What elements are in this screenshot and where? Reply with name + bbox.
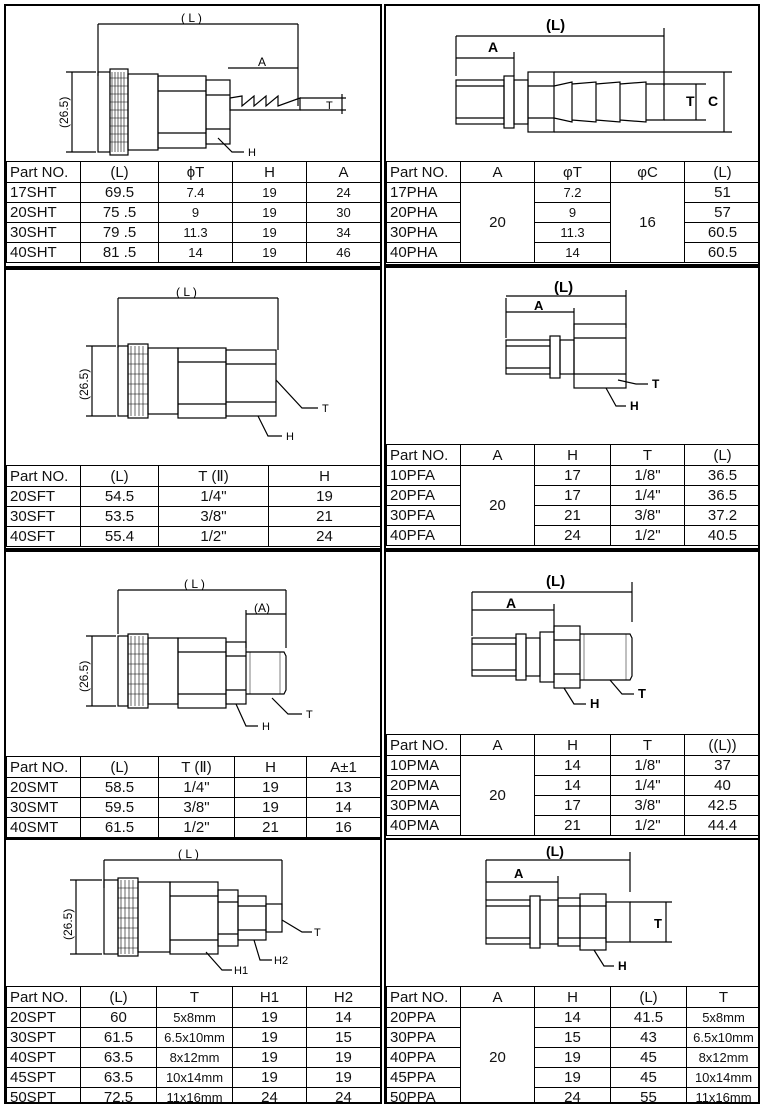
header-cell: T: [687, 987, 761, 1008]
header-cell: H: [535, 445, 611, 466]
spt-dim-l: ( L ): [178, 847, 199, 861]
part-number: 10PMA: [387, 756, 461, 776]
table-cell: 19: [307, 1048, 381, 1068]
header-cell: A: [461, 987, 535, 1008]
pfa-spec-table: [386, 444, 760, 546]
table-row: [387, 466, 761, 486]
table-cell: 17: [535, 486, 611, 506]
table-row: [7, 1048, 381, 1068]
table-cell: 61.5: [81, 818, 159, 838]
table-cell: 69.5: [81, 183, 159, 203]
merged-a-cell: 20: [461, 183, 535, 263]
table-cell: 58.5: [81, 778, 159, 798]
table-cell: 21: [269, 507, 381, 527]
table-row: [7, 818, 381, 838]
table-cell: 40.5: [685, 526, 761, 546]
table-cell: 14: [307, 798, 381, 818]
table-row: [7, 798, 381, 818]
part-number: 40PFA: [387, 526, 461, 546]
table-row: [7, 487, 381, 507]
header-cell: Part NO.: [7, 162, 81, 183]
header-cell: T (Ⅱ): [159, 466, 269, 487]
table-cell: 11x16mm: [687, 1088, 761, 1105]
table-cell: 19: [233, 1048, 307, 1068]
part-number: 30SPT: [7, 1028, 81, 1048]
table-cell: 16: [307, 818, 381, 838]
table-header-row: [7, 757, 381, 778]
table-row: [387, 526, 761, 546]
table-cell: 14: [535, 1008, 611, 1028]
sft-dim-265: (26.5): [77, 368, 91, 400]
sht-dim-t: T: [326, 100, 333, 112]
part-number: 10PFA: [387, 466, 461, 486]
header-cell: (L): [81, 162, 159, 183]
table-header-row: [7, 162, 381, 183]
table-cell: 54.5: [81, 487, 159, 507]
table-cell: 42.5: [685, 796, 761, 816]
table-row: [387, 1048, 761, 1068]
table-cell: 1/8": [611, 756, 685, 776]
table-row: [7, 527, 381, 547]
part-number: 40SFT: [7, 527, 81, 547]
table-row: [387, 796, 761, 816]
sht-dim-h: H: [248, 147, 256, 159]
table-cell: 9: [159, 203, 233, 223]
part-number: 20PPA: [387, 1008, 461, 1028]
header-cell: ϕT: [159, 162, 233, 183]
ppa-panel: [384, 838, 760, 1104]
pma-drawing: [386, 552, 760, 734]
ppa-dim-t: T: [654, 916, 662, 931]
table-cell: 79 .5: [81, 223, 159, 243]
table-cell: 3/8": [159, 507, 269, 527]
table-cell: 59.5: [81, 798, 159, 818]
table-cell: 5x8mm: [157, 1008, 233, 1028]
part-number: 40SMT: [7, 818, 81, 838]
table-row: [7, 1068, 381, 1088]
table-cell: 1/4": [611, 776, 685, 796]
header-cell: (L): [81, 987, 157, 1008]
header-cell: A±1: [307, 757, 381, 778]
table-cell: 72.5: [81, 1088, 157, 1105]
header-cell: Part NO.: [387, 735, 461, 756]
ppa-dim-l: (L): [546, 843, 564, 859]
table-cell: 3/8": [611, 796, 685, 816]
smt-drawing: [6, 552, 382, 756]
table-cell: 14: [535, 776, 611, 796]
table-row: [387, 756, 761, 776]
table-cell: 55.4: [81, 527, 159, 547]
smt-dim-t: T: [306, 709, 313, 721]
table-row: [387, 203, 761, 223]
table-cell: 6.5x10mm: [687, 1028, 761, 1048]
spt-dim-t: T: [314, 927, 321, 939]
table-cell: 75 .5: [81, 203, 159, 223]
sft-spec-table: [6, 465, 381, 547]
table-cell: 37: [685, 756, 761, 776]
table-cell: 46: [307, 243, 381, 263]
header-cell: φC: [611, 162, 685, 183]
header-cell: Part NO.: [387, 987, 461, 1008]
header-cell: T: [611, 445, 685, 466]
part-number: 40PHA: [387, 243, 461, 263]
sft-dim-l: ( L ): [176, 285, 197, 299]
header-cell: Part NO.: [387, 162, 461, 183]
table-cell: 1/2": [159, 527, 269, 547]
pfa-dim-a: A: [534, 298, 544, 313]
table-cell: 7.4: [159, 183, 233, 203]
table-cell: 1/4": [611, 486, 685, 506]
header-cell: Part NO.: [7, 987, 81, 1008]
table-cell: 45: [611, 1068, 687, 1088]
part-number: 40PMA: [387, 816, 461, 836]
sht-drawing: [6, 6, 382, 161]
header-cell: T: [611, 735, 685, 756]
table-cell: 14: [535, 243, 611, 263]
pfa-dim-h: H: [630, 399, 639, 413]
part-number: 45PPA: [387, 1068, 461, 1088]
header-cell: Part NO.: [7, 757, 81, 778]
table-cell: 81 .5: [81, 243, 159, 263]
table-row: [387, 1088, 761, 1105]
table-row: [7, 1028, 381, 1048]
table-row: [387, 816, 761, 836]
table-cell: 19: [233, 1008, 307, 1028]
table-header-row: [387, 162, 761, 183]
header-cell: (L): [611, 987, 687, 1008]
table-cell: 19: [233, 243, 307, 263]
merged-a-cell: 20: [461, 756, 535, 836]
pma-dim-l: (L): [546, 573, 566, 590]
table-cell: 14: [307, 1008, 381, 1028]
header-cell: H: [535, 987, 611, 1008]
table-cell: 17: [535, 466, 611, 486]
smt-spec-table: [6, 756, 381, 838]
pha-dim-l: (L): [546, 17, 566, 34]
table-cell: 17: [535, 796, 611, 816]
ppa-spec-table: [386, 986, 760, 1104]
part-number: 30SHT: [7, 223, 81, 243]
table-cell: 13: [307, 778, 381, 798]
table-cell: 24: [535, 526, 611, 546]
part-number: 50SPT: [7, 1088, 81, 1105]
table-header-row: [387, 735, 761, 756]
table-cell: 15: [535, 1028, 611, 1048]
header-cell: T (Ⅱ): [159, 757, 235, 778]
sft-drawing: [6, 270, 382, 465]
header-cell: H1: [233, 987, 307, 1008]
table-row: [7, 778, 381, 798]
table-row: [387, 506, 761, 526]
table-cell: 57: [685, 203, 761, 223]
spt-spec-table: [6, 986, 381, 1104]
table-cell: 45: [611, 1048, 687, 1068]
table-cell: 21: [535, 506, 611, 526]
spt-drawing: [6, 840, 382, 986]
table-cell: 24: [535, 1088, 611, 1105]
header-cell: (L): [81, 757, 159, 778]
header-cell: A: [461, 735, 535, 756]
header-cell: Part NO.: [387, 445, 461, 466]
header-cell: H2: [307, 987, 381, 1008]
table-cell: 1/8": [611, 466, 685, 486]
table-cell: 15: [307, 1028, 381, 1048]
pha-dim-c: C: [708, 93, 719, 109]
part-number: 30PFA: [387, 506, 461, 526]
smt-dim-h: H: [262, 721, 270, 733]
table-row: [387, 1028, 761, 1048]
table-cell: 1/4": [159, 778, 235, 798]
table-row: [7, 203, 381, 223]
part-number: 30PMA: [387, 796, 461, 816]
ppa-dim-a: A: [514, 866, 524, 881]
part-number: 20SPT: [7, 1008, 81, 1028]
part-number: 30PHA: [387, 223, 461, 243]
header-cell: (L): [685, 445, 761, 466]
pha-drawing: [386, 6, 760, 161]
table-cell: 10x14mm: [157, 1068, 233, 1088]
table-cell: 19: [307, 1068, 381, 1088]
pma-dim-h: H: [590, 696, 600, 711]
table-header-row: [7, 466, 381, 487]
table-cell: 8x12mm: [687, 1048, 761, 1068]
table-cell: 60.5: [685, 223, 761, 243]
table-cell: 60.5: [685, 243, 761, 263]
table-cell: 24: [233, 1088, 307, 1105]
table-cell: 51: [685, 183, 761, 203]
part-number: 30SFT: [7, 507, 81, 527]
pha-panel: [384, 4, 760, 266]
table-row: [7, 183, 381, 203]
header-cell: H: [269, 466, 381, 487]
table-cell: 40: [685, 776, 761, 796]
table-cell: 19: [233, 1068, 307, 1088]
table-cell: 14: [535, 756, 611, 776]
part-number: 17SHT: [7, 183, 81, 203]
smt-panel: [4, 550, 382, 840]
table-cell: 1/2": [159, 818, 235, 838]
table-cell: 43: [611, 1028, 687, 1048]
table-cell: 19: [235, 798, 307, 818]
table-cell: 19: [233, 1028, 307, 1048]
table-cell: 1/2": [611, 526, 685, 546]
pfa-dim-t: T: [652, 377, 660, 391]
part-number: 40PPA: [387, 1048, 461, 1068]
part-number: 20SFT: [7, 487, 81, 507]
table-cell: 30: [307, 203, 381, 223]
header-cell: T: [157, 987, 233, 1008]
part-number: 20PMA: [387, 776, 461, 796]
table-cell: 11.3: [159, 223, 233, 243]
pha-spec-table: [386, 161, 760, 263]
table-cell: 53.5: [81, 507, 159, 527]
table-cell: 11.3: [535, 223, 611, 243]
table-cell: 19: [269, 487, 381, 507]
header-cell: (L): [81, 466, 159, 487]
header-cell: Part NO.: [7, 466, 81, 487]
part-number: 30PPA: [387, 1028, 461, 1048]
pma-spec-table: [386, 734, 760, 836]
table-row: [387, 776, 761, 796]
table-cell: 19: [535, 1068, 611, 1088]
part-number: 20SMT: [7, 778, 81, 798]
sft-dim-t: T: [322, 403, 329, 415]
table-row: [387, 1008, 761, 1028]
smt-dim-l: ( L ): [184, 577, 205, 591]
table-cell: 3/8": [611, 506, 685, 526]
sft-panel: [4, 268, 382, 550]
spt-dim-h1: H1: [234, 965, 249, 977]
table-cell: 1/2": [611, 816, 685, 836]
table-cell: 24: [307, 1088, 381, 1105]
ppa-drawing: [386, 840, 760, 986]
table-cell: 8x12mm: [157, 1048, 233, 1068]
header-cell: A: [307, 162, 381, 183]
table-cell: 19: [233, 223, 307, 243]
table-cell: 37.2: [685, 506, 761, 526]
part-number: 20PFA: [387, 486, 461, 506]
table-cell: 5x8mm: [687, 1008, 761, 1028]
sht-dim-l: ( L ): [181, 11, 202, 25]
table-row: [7, 507, 381, 527]
sft-dim-h: H: [286, 431, 294, 443]
table-cell: 19: [535, 1048, 611, 1068]
part-number: 45SPT: [7, 1068, 81, 1088]
header-cell: (L): [685, 162, 761, 183]
part-number: 40SPT: [7, 1048, 81, 1068]
table-cell: 63.5: [81, 1048, 157, 1068]
table-cell: 36.5: [685, 486, 761, 506]
pfa-dim-l: (L): [554, 279, 574, 296]
smt-dim-a: (A): [254, 601, 270, 615]
table-cell: 63.5: [81, 1068, 157, 1088]
spt-panel: [4, 838, 382, 1104]
header-cell: A: [461, 445, 535, 466]
header-cell: φT: [535, 162, 611, 183]
pfa-panel: [384, 266, 760, 550]
ppa-dim-h: H: [618, 959, 627, 973]
table-cell: 55: [611, 1088, 687, 1105]
table-row: [387, 486, 761, 506]
merged-a-cell: 20: [461, 466, 535, 546]
spt-dim-265: (26.5): [61, 908, 75, 940]
header-cell: A: [461, 162, 535, 183]
table-cell: 24: [307, 183, 381, 203]
table-row: [7, 243, 381, 263]
table-cell: 6.5x10mm: [157, 1028, 233, 1048]
table-row: [7, 1088, 381, 1105]
spt-dim-h2: H2: [274, 955, 289, 967]
table-cell: 9: [535, 203, 611, 223]
table-cell: 19: [233, 203, 307, 223]
header-cell: H: [235, 757, 307, 778]
table-cell: 41.5: [611, 1008, 687, 1028]
table-cell: 10x14mm: [687, 1068, 761, 1088]
pma-panel: [384, 550, 760, 840]
part-number: 40SHT: [7, 243, 81, 263]
table-cell: 61.5: [81, 1028, 157, 1048]
table-cell: 21: [535, 816, 611, 836]
table-row: [387, 1068, 761, 1088]
part-number: 20SHT: [7, 203, 81, 223]
pma-dim-a: A: [506, 595, 517, 611]
pfa-drawing: [386, 268, 760, 444]
table-row: [7, 1008, 381, 1028]
table-cell: 19: [233, 183, 307, 203]
table-header-row: [387, 987, 761, 1008]
table-cell: 11x16mm: [157, 1088, 233, 1105]
table-cell: 34: [307, 223, 381, 243]
sht-panel: [4, 4, 382, 268]
table-row: [387, 223, 761, 243]
table-cell: 1/4": [159, 487, 269, 507]
part-number: 50PPA: [387, 1088, 461, 1105]
merged-c-cell: 16: [611, 183, 685, 263]
header-cell: ((L)): [685, 735, 761, 756]
table-cell: 7.2: [535, 183, 611, 203]
table-row: [387, 243, 761, 263]
table-cell: 24: [269, 527, 381, 547]
pha-dim-t: T: [686, 93, 695, 109]
table-header-row: [7, 987, 381, 1008]
table-cell: 21: [235, 818, 307, 838]
part-number: 20PHA: [387, 203, 461, 223]
header-cell: H: [233, 162, 307, 183]
sht-dim-265: (26.5): [57, 96, 71, 128]
table-header-row: [387, 445, 761, 466]
table-row: [7, 223, 381, 243]
table-cell: 14: [159, 243, 233, 263]
part-number: 30SMT: [7, 798, 81, 818]
header-cell: H: [535, 735, 611, 756]
part-number: 17PHA: [387, 183, 461, 203]
table-cell: 3/8": [159, 798, 235, 818]
table-row: [387, 183, 761, 203]
pha-dim-a: A: [488, 39, 499, 55]
table-cell: 19: [235, 778, 307, 798]
table-cell: 60: [81, 1008, 157, 1028]
table-cell: 44.4: [685, 816, 761, 836]
table-cell: 36.5: [685, 466, 761, 486]
pma-dim-t: T: [638, 686, 646, 701]
sht-spec-table: [6, 161, 381, 263]
merged-a-cell: 20: [461, 1008, 535, 1105]
sht-dim-a: A: [258, 55, 267, 69]
smt-dim-265: (26.5): [77, 660, 91, 692]
